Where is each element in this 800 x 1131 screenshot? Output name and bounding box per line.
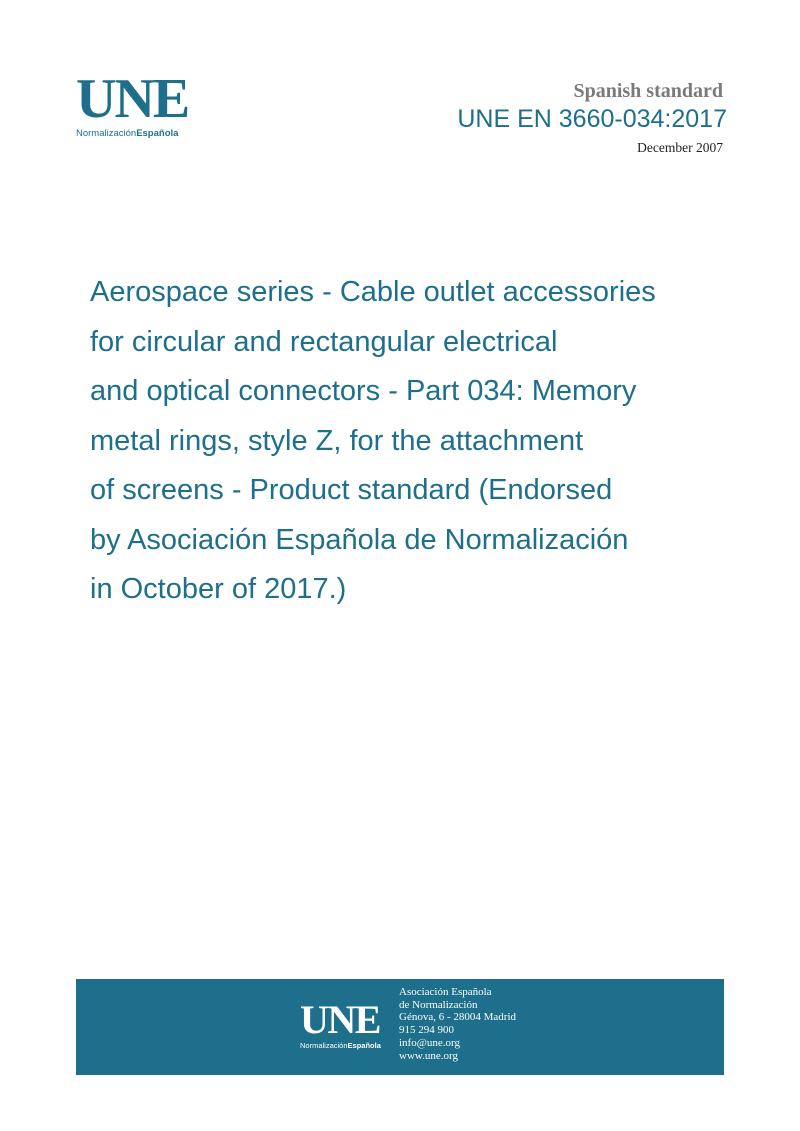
title-line: in October of 2017.) [90,573,347,605]
standard-date: December 2007 [637,140,723,155]
contact-org-line-1: Asociación Española [399,986,492,998]
standard-code: UNE EN 3660-034:2017 [457,105,727,133]
footer-logo-subtitle-regular: Normalización [300,1041,348,1050]
standard-header [457,78,727,158]
document-title [90,268,750,615]
footer-logo-subtitle [300,1041,381,1050]
footer-logo-subtitle-bold: Española [347,1041,381,1050]
contact-org-line-2: de Normalización [399,998,478,1011]
title-line: by Asociación Española de Normalización [90,523,629,556]
footer-logo-mark: UNE [300,997,380,1042]
title-line: for circular and rectangular electrical [90,325,558,358]
standard-kind: Spanish standard [573,80,723,102]
title-line: metal rings, style Z, for the attachment [90,424,584,457]
logo-mark: UNE [76,68,189,130]
title-line: Aerospace series - Cable outlet accessories [90,276,656,308]
logo-subtitle-regular: Normalización [76,128,137,139]
title-line: of screens - Product standard (Endorsed [90,474,613,506]
footer-une-logo [300,997,381,1050]
logo-subtitle [76,128,196,140]
footer-band [76,979,724,1075]
une-logo [76,68,196,140]
title-line: and optical connectors - Part 034: Memory [90,375,637,407]
contact-block [399,986,516,1062]
contact-website: www.une.org [399,1049,458,1062]
contact-phone: 915 294 900 [399,1024,454,1037]
logo-subtitle-bold: Española [136,128,179,139]
contact-address: Génova, 6 - 28004 Madrid [399,1011,517,1024]
contact-email: info@une.org [399,1036,460,1049]
